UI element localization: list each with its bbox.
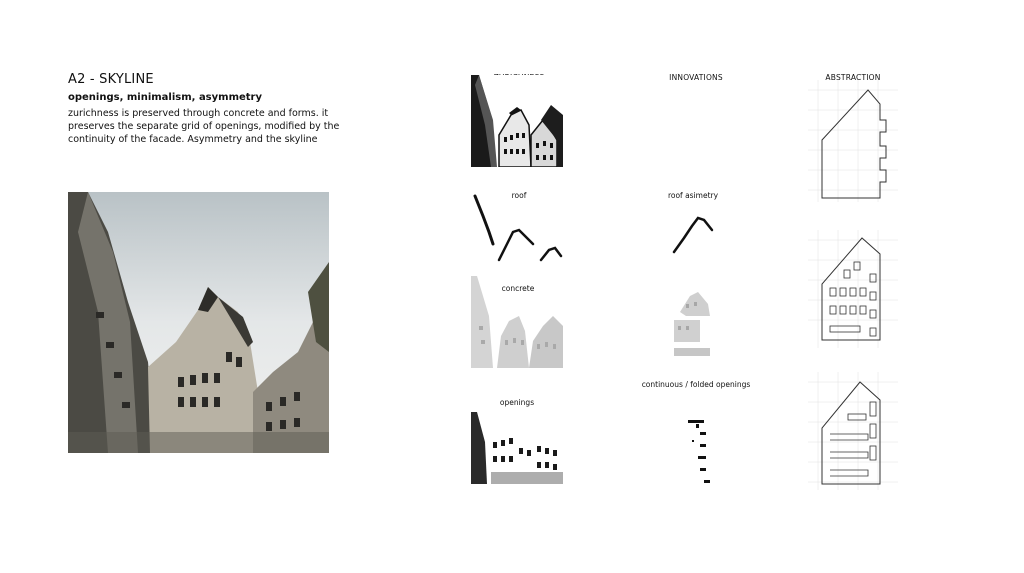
openings-image	[471, 412, 563, 484]
column-abstraction: ABSTRACTION	[825, 73, 881, 82]
abstraction-diagram-2	[808, 230, 898, 348]
label-roof-asimetry: roof asimetry	[667, 191, 719, 200]
innovation-concrete-fragment	[672, 290, 712, 358]
zurichness-skyline-image	[471, 75, 563, 167]
label-continuous-folded-openings: continuous / folded openings	[641, 380, 751, 389]
main-street-image	[68, 192, 329, 453]
label-concrete: concrete	[501, 284, 535, 293]
label-openings: openings	[499, 398, 535, 407]
abstraction-diagram-1	[808, 80, 898, 202]
column-innovations: INNOVATIONS	[669, 73, 723, 82]
page-description: zurichness is preserved through concrete and forms. it preserves the separate grid of openings, modified by the continuity of the facade. Asymmetry and the skyline	[68, 108, 340, 145]
page-title: A2 - SKYLINE	[68, 72, 154, 87]
abstraction-diagram-3	[808, 372, 898, 490]
page-subtitle: openings, minimalism, asymmetry	[68, 92, 263, 103]
label-roof: roof	[511, 191, 527, 200]
folded-openings-image	[682, 418, 712, 486]
roof-strokes-image	[471, 194, 563, 264]
roof-asimetry-stroke	[670, 210, 720, 254]
